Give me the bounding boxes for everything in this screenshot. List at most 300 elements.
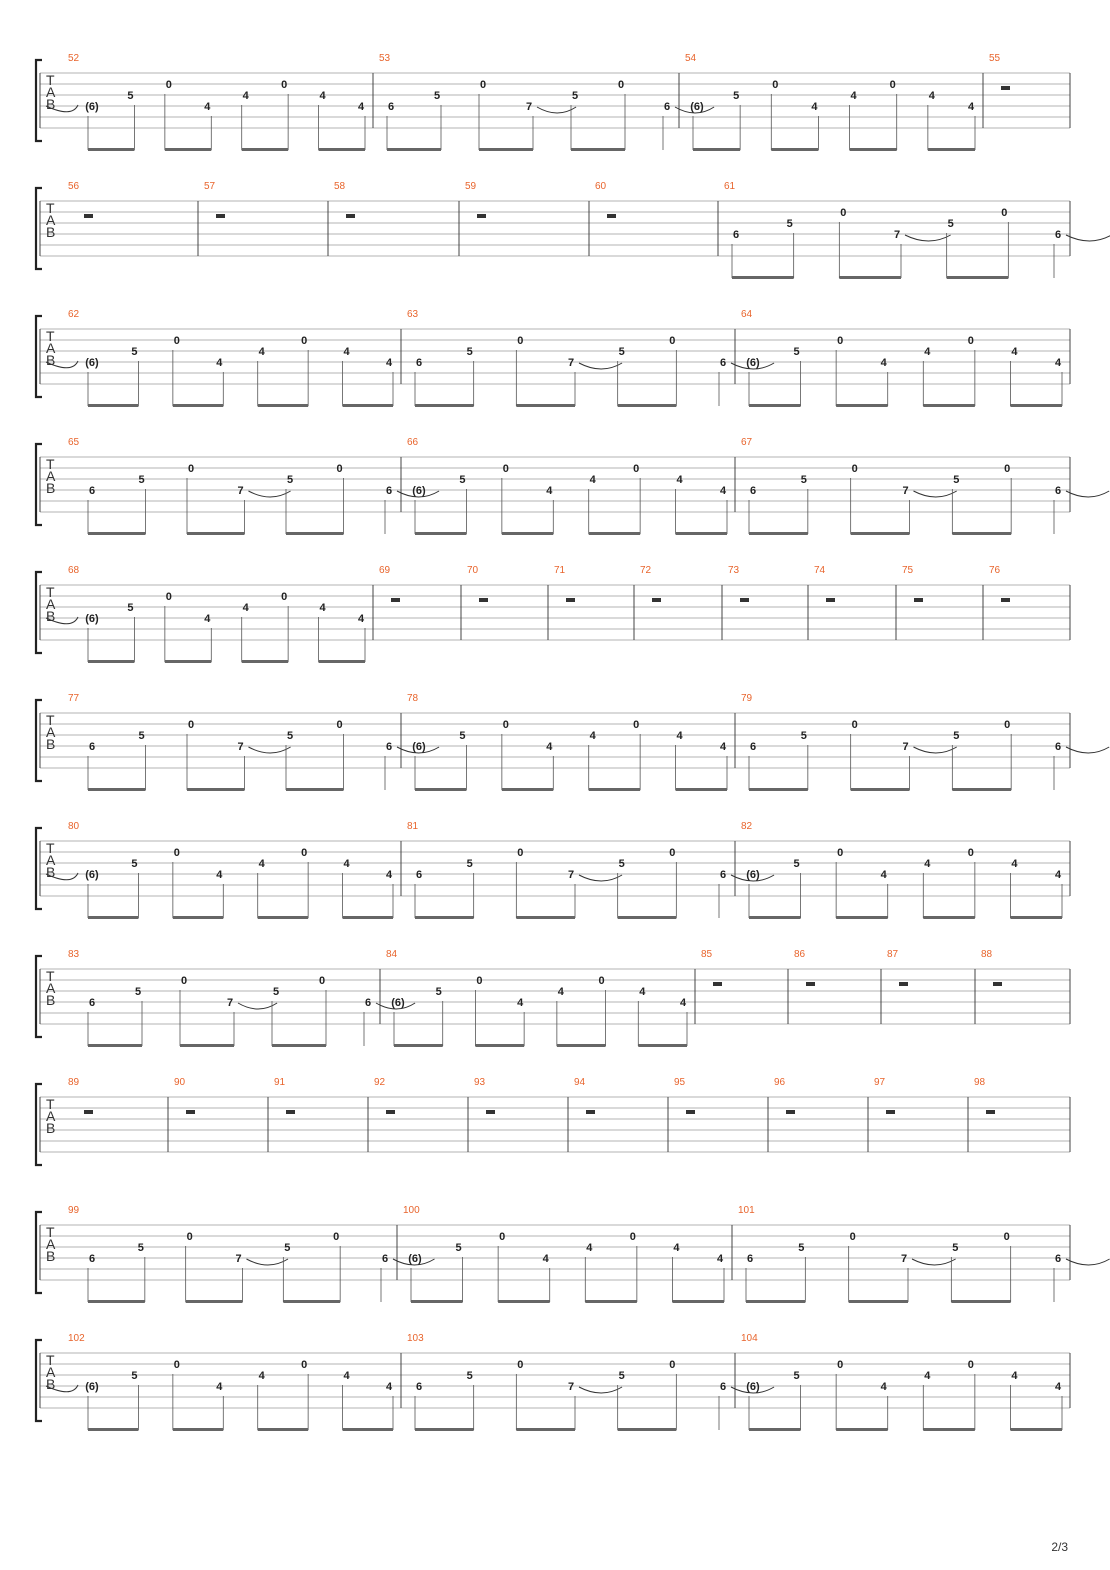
fret-number: 5 bbox=[571, 90, 579, 102]
beam bbox=[676, 532, 727, 535]
measure-95 bbox=[674, 1077, 695, 1114]
system-bracket bbox=[36, 316, 42, 397]
fret-number: 0 bbox=[967, 847, 974, 859]
fret-number: 4 bbox=[204, 101, 211, 113]
fret-number: 0 bbox=[476, 975, 483, 987]
beam bbox=[242, 660, 288, 663]
beam bbox=[749, 404, 801, 407]
beam bbox=[186, 1300, 243, 1303]
measure-56 bbox=[68, 181, 93, 218]
beam bbox=[1010, 1428, 1062, 1431]
measure-67 bbox=[741, 437, 1109, 535]
measure-81 bbox=[407, 821, 774, 919]
fret-number: (6) bbox=[85, 101, 99, 113]
fret-number: 6 bbox=[732, 229, 740, 241]
measure-number: 72 bbox=[640, 565, 652, 576]
beam bbox=[516, 1428, 575, 1431]
fret-number: 4 bbox=[1011, 858, 1018, 870]
whole-rest bbox=[1001, 598, 1010, 602]
fret-number: 5 bbox=[459, 730, 466, 742]
measure-61 bbox=[724, 181, 1110, 279]
fret-number: 4 bbox=[928, 90, 935, 102]
measure-number: 93 bbox=[474, 1077, 486, 1088]
fret-number: 5 bbox=[618, 1370, 625, 1382]
tie-arc bbox=[1066, 235, 1110, 241]
beam bbox=[732, 276, 794, 279]
measure-number: 92 bbox=[374, 1077, 386, 1088]
fret-number: 7 bbox=[567, 357, 575, 369]
fret-number: 4 bbox=[716, 1253, 724, 1265]
fret-number: 5 bbox=[947, 218, 954, 230]
fret-number: 4 bbox=[1054, 1381, 1062, 1393]
tab-clef-letter: B bbox=[46, 1376, 56, 1392]
fret-number: 4 bbox=[1054, 869, 1062, 881]
tie-arc bbox=[579, 1387, 622, 1393]
fret-number: 4 bbox=[557, 986, 564, 998]
fret-number: 4 bbox=[242, 602, 249, 614]
tab-clef-letter: T bbox=[46, 456, 55, 472]
tab-system bbox=[36, 1205, 1110, 1303]
measure-number: 71 bbox=[554, 565, 566, 576]
tab-clef-letter: B bbox=[46, 736, 56, 752]
measure-number: 70 bbox=[467, 565, 479, 576]
beam bbox=[242, 148, 288, 151]
fret-number: 6 bbox=[719, 357, 727, 369]
beam bbox=[88, 788, 146, 791]
fret-number: 4 bbox=[343, 346, 350, 358]
measure-60 bbox=[595, 181, 616, 218]
measure-number: 63 bbox=[407, 309, 419, 320]
fret-number: 4 bbox=[258, 1370, 265, 1382]
measure-83 bbox=[68, 949, 415, 1047]
measure-89 bbox=[68, 1077, 93, 1114]
tab-system bbox=[36, 181, 1110, 279]
fret-number: 5 bbox=[952, 1242, 959, 1254]
measure-84 bbox=[386, 949, 687, 1047]
fret-number: 0 bbox=[301, 335, 308, 347]
fret-number: 6 bbox=[746, 1253, 754, 1265]
whole-rest bbox=[652, 598, 661, 602]
beam bbox=[88, 660, 134, 663]
measure-91 bbox=[274, 1077, 295, 1114]
whole-rest bbox=[826, 598, 835, 602]
beam bbox=[343, 404, 393, 407]
tab-system bbox=[36, 53, 1070, 151]
fret-number: 6 bbox=[88, 1253, 96, 1265]
fret-number: 0 bbox=[499, 1231, 506, 1243]
tab-clef-letter: T bbox=[46, 200, 55, 216]
fret-number: 0 bbox=[301, 847, 308, 859]
fret-number: 4 bbox=[546, 485, 553, 497]
beam bbox=[836, 916, 888, 919]
fret-number: 4 bbox=[676, 730, 683, 742]
beam bbox=[589, 788, 640, 791]
beam bbox=[952, 532, 1011, 535]
beam bbox=[851, 788, 910, 791]
measure-92 bbox=[374, 1077, 395, 1114]
measure-number: 58 bbox=[334, 181, 346, 192]
measure-number: 77 bbox=[68, 693, 80, 704]
measure-70 bbox=[467, 565, 488, 602]
fret-number: 0 bbox=[165, 591, 172, 603]
measure-90 bbox=[174, 1077, 195, 1114]
fret-number: 6 bbox=[381, 1253, 389, 1265]
measure-number: 74 bbox=[814, 565, 826, 576]
measure-52 bbox=[46, 53, 365, 151]
whole-rest bbox=[477, 214, 486, 218]
beam bbox=[850, 148, 897, 151]
measure-number: 81 bbox=[407, 821, 419, 832]
fret-number: 4 bbox=[542, 1253, 549, 1265]
fret-number: 5 bbox=[800, 730, 807, 742]
fret-number: 7 bbox=[900, 1253, 908, 1265]
fret-number: 7 bbox=[893, 229, 901, 241]
fret-number: (6) bbox=[690, 101, 704, 113]
measure-number: 80 bbox=[68, 821, 80, 832]
beam bbox=[415, 916, 474, 919]
fret-number: (6) bbox=[391, 997, 405, 1009]
measure-73 bbox=[728, 565, 749, 602]
measure-number: 73 bbox=[728, 565, 740, 576]
measure-77 bbox=[68, 693, 439, 791]
fret-number: 0 bbox=[629, 1231, 636, 1243]
tab-system bbox=[36, 309, 1070, 407]
tab-clef-letter: T bbox=[46, 712, 55, 728]
fret-number: (6) bbox=[746, 869, 760, 881]
beam bbox=[923, 404, 975, 407]
tab-clef-letter: T bbox=[46, 328, 55, 344]
beam bbox=[618, 1428, 677, 1431]
beam bbox=[952, 788, 1011, 791]
fret-number: 0 bbox=[669, 335, 676, 347]
measure-number: 95 bbox=[674, 1077, 686, 1088]
measure-number: 99 bbox=[68, 1205, 80, 1216]
fret-number: (6) bbox=[85, 613, 99, 625]
measure-64 bbox=[741, 309, 1062, 407]
fret-number: 0 bbox=[617, 79, 625, 91]
beam bbox=[173, 916, 223, 919]
whole-rest bbox=[84, 1110, 93, 1114]
beam bbox=[923, 916, 975, 919]
fret-number: 4 bbox=[204, 613, 211, 625]
fret-number: 4 bbox=[258, 346, 265, 358]
tab-clef-letter: B bbox=[46, 1120, 56, 1136]
beam bbox=[475, 1044, 524, 1047]
fret-number: 6 bbox=[415, 1381, 423, 1393]
fret-number: 0 bbox=[187, 463, 195, 475]
system-bracket bbox=[36, 1084, 42, 1165]
tie-arc bbox=[1066, 1259, 1110, 1265]
beam bbox=[951, 1300, 1010, 1303]
whole-rest bbox=[186, 1110, 195, 1114]
tab-system bbox=[36, 1077, 1070, 1165]
beam bbox=[283, 1300, 340, 1303]
measure-55 bbox=[989, 53, 1010, 90]
fret-number: 5 bbox=[800, 474, 807, 486]
whole-rest bbox=[486, 1110, 495, 1114]
tab-clef-letter: B bbox=[46, 864, 56, 880]
measure-76 bbox=[989, 565, 1010, 602]
fret-number: 4 bbox=[216, 1381, 223, 1393]
fret-number: 4 bbox=[385, 1381, 393, 1393]
fret-number: 0 bbox=[336, 463, 343, 475]
beam bbox=[319, 660, 365, 663]
tab-clef-letter: T bbox=[46, 72, 55, 88]
measure-number: 101 bbox=[738, 1205, 755, 1216]
fret-number: 5 bbox=[284, 1242, 291, 1254]
fret-number: 0 bbox=[336, 719, 343, 731]
system-bracket bbox=[36, 60, 42, 141]
tab-clef-letter: B bbox=[46, 480, 56, 496]
whole-rest bbox=[286, 1110, 295, 1114]
beam bbox=[479, 148, 533, 151]
fret-number: (6) bbox=[85, 1381, 99, 1393]
measure-88 bbox=[981, 949, 1002, 986]
measure-number: 59 bbox=[465, 181, 477, 192]
fret-number: 4 bbox=[811, 101, 818, 113]
fret-number: 7 bbox=[235, 1253, 242, 1265]
whole-rest bbox=[914, 598, 923, 602]
fret-number: 0 bbox=[633, 463, 640, 475]
beam bbox=[173, 1428, 223, 1431]
fret-number: 4 bbox=[216, 357, 223, 369]
beam bbox=[502, 788, 553, 791]
beam bbox=[1010, 404, 1062, 407]
measure-number: 68 bbox=[68, 565, 80, 576]
measure-number: 64 bbox=[741, 309, 753, 320]
fret-number: 0 bbox=[772, 79, 779, 91]
measure-66 bbox=[407, 437, 727, 535]
fret-number: 5 bbox=[459, 474, 466, 486]
fret-number: 4 bbox=[924, 858, 931, 870]
tab-clef-letter: T bbox=[46, 968, 55, 984]
beam bbox=[165, 660, 211, 663]
tab-clef-letter: A bbox=[46, 212, 56, 228]
measure-number: 65 bbox=[68, 437, 80, 448]
fret-number: 5 bbox=[286, 474, 294, 486]
tab-system bbox=[36, 949, 1070, 1047]
fret-number: 4 bbox=[589, 474, 596, 486]
fret-number: 7 bbox=[226, 997, 234, 1009]
beam bbox=[258, 1428, 308, 1431]
fret-number: 4 bbox=[880, 869, 887, 881]
fret-number: 4 bbox=[967, 101, 975, 113]
fret-number: 6 bbox=[385, 485, 393, 497]
fret-number: 0 bbox=[502, 719, 509, 731]
tab-clef-letter: B bbox=[46, 608, 56, 624]
beam bbox=[1010, 916, 1062, 919]
beam bbox=[749, 788, 808, 791]
fret-number: 0 bbox=[1004, 463, 1011, 475]
beam bbox=[498, 1300, 550, 1303]
fret-number: 6 bbox=[1054, 229, 1062, 241]
whole-rest bbox=[566, 598, 575, 602]
beam bbox=[387, 148, 441, 151]
beam bbox=[319, 148, 365, 151]
fret-number: 5 bbox=[131, 1370, 138, 1382]
fret-number: (6) bbox=[85, 869, 99, 881]
fret-number: 6 bbox=[88, 485, 96, 497]
measure-number: 100 bbox=[403, 1205, 420, 1216]
fret-number: 0 bbox=[502, 463, 509, 475]
fret-number: 5 bbox=[131, 346, 138, 358]
measure-65 bbox=[68, 437, 439, 535]
measure-number: 75 bbox=[902, 565, 914, 576]
fret-number: 4 bbox=[1011, 1370, 1018, 1382]
fret-number: 5 bbox=[793, 346, 800, 358]
fret-number: (6) bbox=[85, 357, 99, 369]
fret-number: 0 bbox=[479, 79, 487, 91]
beam bbox=[258, 916, 308, 919]
fret-number: 4 bbox=[676, 474, 683, 486]
tie-arc bbox=[579, 875, 622, 881]
fret-number: 0 bbox=[851, 719, 858, 731]
fret-number: 0 bbox=[180, 975, 188, 987]
fret-number: 5 bbox=[466, 1370, 473, 1382]
fret-number: 5 bbox=[127, 90, 134, 102]
fret-number: 4 bbox=[258, 858, 265, 870]
page-number: 2/3 bbox=[1051, 1540, 1068, 1554]
fret-number: 6 bbox=[749, 485, 757, 497]
fret-number: 0 bbox=[173, 847, 180, 859]
measure-102 bbox=[46, 1333, 393, 1431]
whole-rest bbox=[586, 1110, 595, 1114]
whole-rest bbox=[386, 1110, 395, 1114]
fret-number: 5 bbox=[435, 986, 442, 998]
beam bbox=[286, 532, 344, 535]
tab-clef-letter: A bbox=[46, 468, 56, 484]
measure-103 bbox=[407, 1333, 774, 1431]
beam bbox=[343, 916, 393, 919]
beam bbox=[272, 1044, 326, 1047]
fret-number: 0 bbox=[333, 1231, 340, 1243]
whole-rest bbox=[391, 598, 400, 602]
beam bbox=[928, 148, 975, 151]
measure-number: 66 bbox=[407, 437, 419, 448]
measure-104 bbox=[741, 1333, 1062, 1431]
tab-clef-letter: T bbox=[46, 584, 55, 600]
beam bbox=[839, 276, 901, 279]
measure-number: 83 bbox=[68, 949, 80, 960]
fret-number: 4 bbox=[319, 90, 326, 102]
fret-number: 0 bbox=[967, 335, 974, 347]
measure-59 bbox=[465, 181, 486, 218]
fret-number: 5 bbox=[131, 858, 138, 870]
fret-number: 0 bbox=[1004, 719, 1011, 731]
fret-number: 5 bbox=[466, 858, 473, 870]
measure-69 bbox=[379, 565, 400, 602]
measure-number: 61 bbox=[724, 181, 736, 192]
fret-number: 5 bbox=[272, 986, 280, 998]
fret-number: 6 bbox=[387, 101, 395, 113]
fret-number: 5 bbox=[286, 730, 294, 742]
fret-number: 4 bbox=[639, 986, 646, 998]
fret-number: 0 bbox=[517, 335, 524, 347]
fret-number: 0 bbox=[849, 1231, 856, 1243]
beam bbox=[180, 1044, 234, 1047]
tab-clef-letter: A bbox=[46, 852, 56, 868]
tie-arc bbox=[914, 491, 957, 497]
fret-number: 5 bbox=[798, 1242, 805, 1254]
fret-number: 0 bbox=[889, 79, 896, 91]
beam bbox=[258, 404, 308, 407]
fret-number: 4 bbox=[357, 101, 365, 113]
beam bbox=[88, 1428, 138, 1431]
fret-number: 4 bbox=[679, 997, 687, 1009]
fret-number: 0 bbox=[840, 207, 847, 219]
measure-72 bbox=[640, 565, 661, 602]
whole-rest bbox=[806, 982, 815, 986]
fret-number: 4 bbox=[343, 1370, 350, 1382]
whole-rest bbox=[886, 1110, 895, 1114]
fret-number: 5 bbox=[793, 858, 800, 870]
measure-86 bbox=[794, 949, 815, 986]
measure-68 bbox=[46, 565, 365, 663]
tie-arc bbox=[249, 491, 291, 497]
tab-clef-letter: B bbox=[46, 1248, 56, 1264]
tab-clef-letter: A bbox=[46, 1236, 56, 1252]
fret-number: 5 bbox=[786, 218, 793, 230]
fret-number: 5 bbox=[433, 90, 441, 102]
fret-number: (6) bbox=[746, 357, 760, 369]
fret-number: 6 bbox=[1054, 741, 1062, 753]
tab-clef-letter: T bbox=[46, 1352, 55, 1368]
fret-number: 4 bbox=[589, 730, 596, 742]
fret-number: 7 bbox=[567, 1381, 575, 1393]
fret-number: 6 bbox=[719, 1381, 727, 1393]
whole-rest bbox=[479, 598, 488, 602]
measure-101 bbox=[738, 1205, 1110, 1303]
fret-number: 5 bbox=[618, 858, 625, 870]
measure-54 bbox=[685, 53, 975, 151]
measure-number: 78 bbox=[407, 693, 419, 704]
tie-arc bbox=[912, 1259, 956, 1265]
tab-system bbox=[36, 565, 1070, 663]
whole-rest bbox=[216, 214, 225, 218]
beam bbox=[947, 276, 1009, 279]
measure-number: 79 bbox=[741, 693, 753, 704]
fret-number: (6) bbox=[408, 1253, 422, 1265]
tab-clef-letter: T bbox=[46, 1224, 55, 1240]
fret-number: 0 bbox=[967, 1359, 974, 1371]
fret-number: 0 bbox=[1003, 1231, 1010, 1243]
beam bbox=[394, 1044, 443, 1047]
fret-number: 5 bbox=[138, 730, 145, 742]
beam bbox=[88, 404, 138, 407]
fret-number: 4 bbox=[546, 741, 553, 753]
tie-arc bbox=[249, 747, 291, 753]
measure-number: 90 bbox=[174, 1077, 186, 1088]
fret-number: 0 bbox=[837, 1359, 844, 1371]
measure-number: 55 bbox=[989, 53, 1001, 64]
fret-number: 4 bbox=[216, 869, 223, 881]
measure-number: 56 bbox=[68, 181, 80, 192]
measure-87 bbox=[887, 949, 908, 986]
beam bbox=[749, 916, 801, 919]
fret-number: 6 bbox=[719, 869, 727, 881]
fret-number: 5 bbox=[618, 346, 625, 358]
whole-rest bbox=[607, 214, 616, 218]
whole-rest bbox=[686, 1110, 695, 1114]
fret-number: 0 bbox=[669, 847, 676, 859]
beam bbox=[88, 916, 138, 919]
measure-number: 102 bbox=[68, 1333, 85, 1344]
fret-number: (6) bbox=[412, 485, 426, 497]
beam bbox=[585, 1300, 637, 1303]
system-bracket bbox=[36, 1212, 42, 1293]
fret-number: 5 bbox=[793, 1370, 800, 1382]
tab-system bbox=[36, 437, 1109, 535]
